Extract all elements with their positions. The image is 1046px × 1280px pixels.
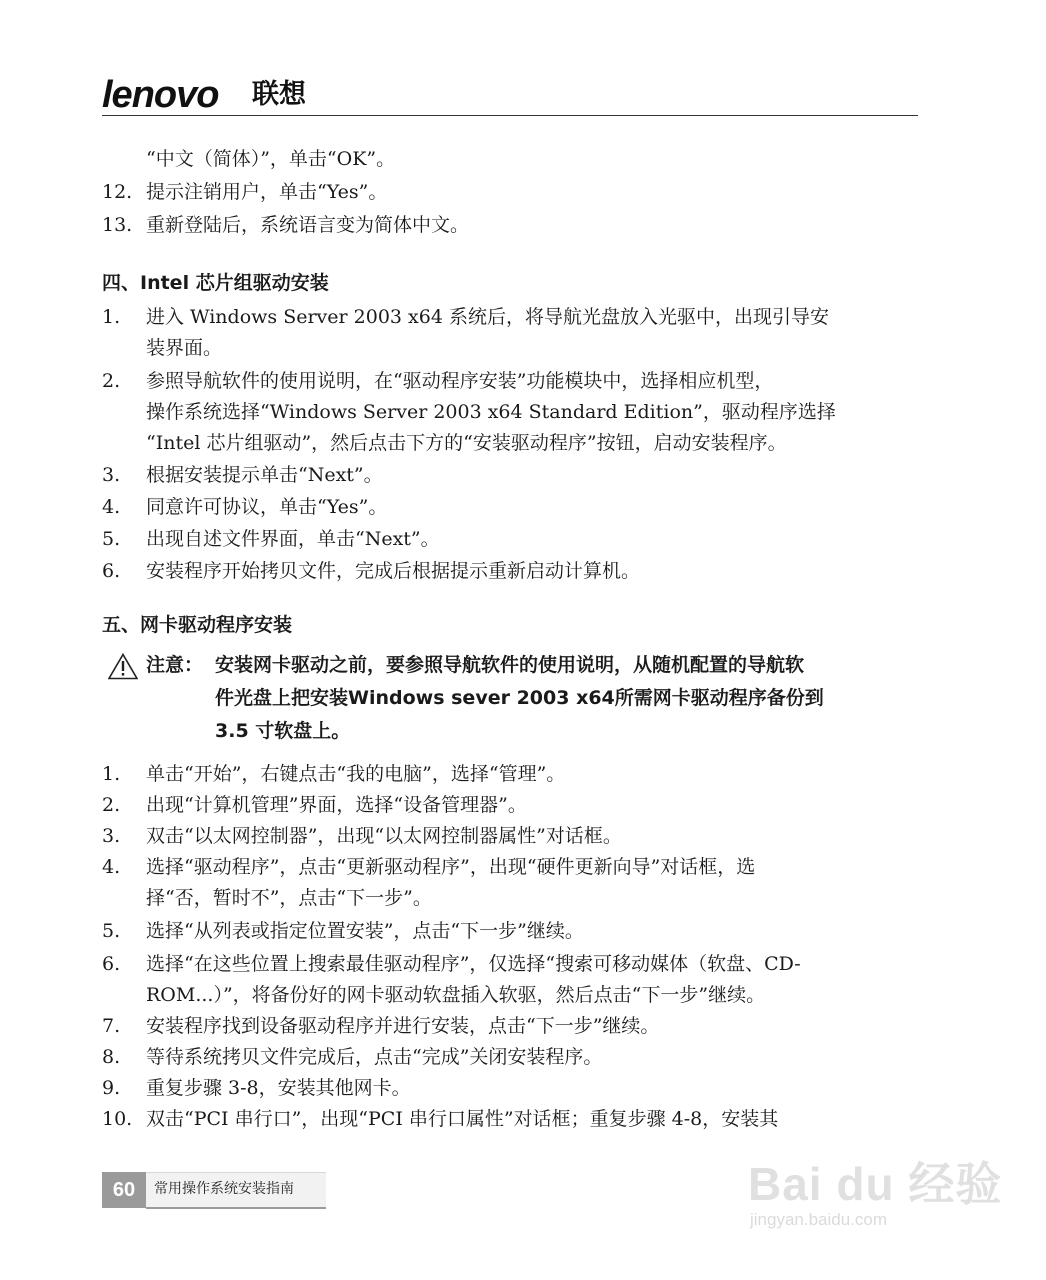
list-item-text: “Intel 芯片组驱动”，然后点击下方的“安装驱动程序”按钮，启动安装程序。 [146, 432, 787, 454]
list-item-number: 1. [102, 306, 121, 328]
baidu-watermark [748, 1148, 1003, 1238]
list-item-text: 选择“驱动程序”，点击“更新驱动程序”，出现“硬件更新向导”对话框，选 [146, 856, 756, 878]
list-item-text: 提示注销用户，单击“Yes”。 [146, 181, 388, 203]
note-text: 3.5 寸软盘上。 [215, 720, 351, 742]
list-item-number: 5. [102, 920, 121, 942]
watermark-url: jingyan.baidu.com [750, 1210, 888, 1229]
list-item-text: 双击“以太网控制器”，出现“以太网控制器属性”对话框。 [146, 825, 622, 847]
page-footer [102, 1172, 326, 1208]
list-item-number: 3. [102, 825, 121, 847]
list-item-text: ROM...）”，将备份好的网卡驱动软盘插入软驱，然后点击“下一步”继续。 [146, 984, 766, 1006]
list-item-number: 5. [102, 528, 121, 550]
page-number: 60 [112, 1179, 136, 1201]
page-header [102, 74, 918, 116]
list-item-text: 双击“PCI 串行口”，出现“PCI 串行口属性”对话框；重复步骤 4-8，安装其 [146, 1108, 779, 1130]
list-item-text: 安装程序找到设备驱动程序并进行安装，点击“下一步”继续。 [146, 1015, 660, 1037]
list-item-text: 装界面。 [146, 337, 223, 359]
list-item-number: 3. [102, 464, 121, 486]
watermark-brand: Bai du 经验 [748, 1158, 1003, 1210]
list-item-number: 6. [102, 560, 121, 582]
list-item-number: 2. [102, 794, 121, 816]
list-item-text: 重复步骤 3-8，安装其他网卡。 [146, 1077, 411, 1099]
list-item-number: 10. [102, 1108, 133, 1130]
list-item-text: 单击“开始”，右键点击“我的电脑”，选择“管理”。 [146, 763, 566, 785]
list-item-text: 根据安装提示单击“Next”。 [146, 464, 383, 486]
lenovo-logo-chinese: 联想 [252, 79, 306, 110]
section-heading-nic: 五、网卡驱动程序安装 [102, 614, 293, 636]
list-item-text: 选择“从列表或指定位置安装”，点击“下一步”继续。 [146, 920, 584, 942]
list-item-text: 操作系统选择“Windows Server 2003 x64 Standard Edition”，驱动程序选择 [146, 401, 836, 423]
list-item-text: 择“否，暂时不”，点击“下一步”。 [146, 887, 432, 909]
list-item-number: 1. [102, 763, 121, 785]
header-divider [102, 115, 918, 116]
section-heading-chipset: 四、Intel 芯片组驱动安装 [102, 272, 329, 294]
list-item-number: 4. [102, 496, 121, 518]
list-item-number: 8. [102, 1046, 121, 1068]
list-item-number: 6. [102, 953, 121, 975]
list-item-text: 同意许可协议，单击“Yes”。 [146, 496, 388, 518]
note-text: 安装网卡驱动之前，要参照导航软件的使用说明，从随机配置的导航软 [215, 654, 805, 676]
lenovo-logo: lenovo [102, 74, 219, 116]
list-item-number: 9. [102, 1077, 121, 1099]
note-label: 注意： [146, 654, 204, 676]
list-item-text: 等待系统拷贝文件完成后，点击“完成”关闭安装程序。 [146, 1046, 603, 1068]
list-item-number: 2. [102, 370, 121, 392]
list-item-text: “中文（简体）”，单击“OK”。 [146, 148, 396, 170]
list-item-text: 进入 Windows Server 2003 x64 系统后，将导航光盘放入光驱中，出现引导安 [146, 306, 829, 328]
list-item-number: 13. [102, 214, 133, 236]
list-item-text: 出现自述文件界面，单击“Next”。 [146, 528, 440, 550]
list-item-number: 7. [102, 1015, 121, 1037]
list-item-text: 出现“计算机管理”界面，选择“设备管理器”。 [146, 794, 527, 816]
warning-icon [108, 653, 138, 680]
book-title: 常用操作系统安装指南 [154, 1181, 294, 1197]
list-item-text: 选择“在这些位置上搜索最佳驱动程序”，仅选择“搜索可移动媒体（软盘、CD- [146, 953, 801, 975]
list-item-number: 4. [102, 856, 121, 878]
list-item-text: 重新登陆后，系统语言变为简体中文。 [146, 214, 470, 236]
list-item-number: 12. [102, 181, 133, 203]
list-item-text: 参照导航软件的使用说明，在“驱动程序安装”功能模块中，选择相应机型， [146, 370, 774, 392]
list-item-text: 安装程序开始拷贝文件，完成后根据提示重新启动计算机。 [146, 560, 641, 582]
note-text: 件光盘上把安装Windows sever 2003 x64所需网卡驱动程序备份到 [215, 687, 824, 709]
